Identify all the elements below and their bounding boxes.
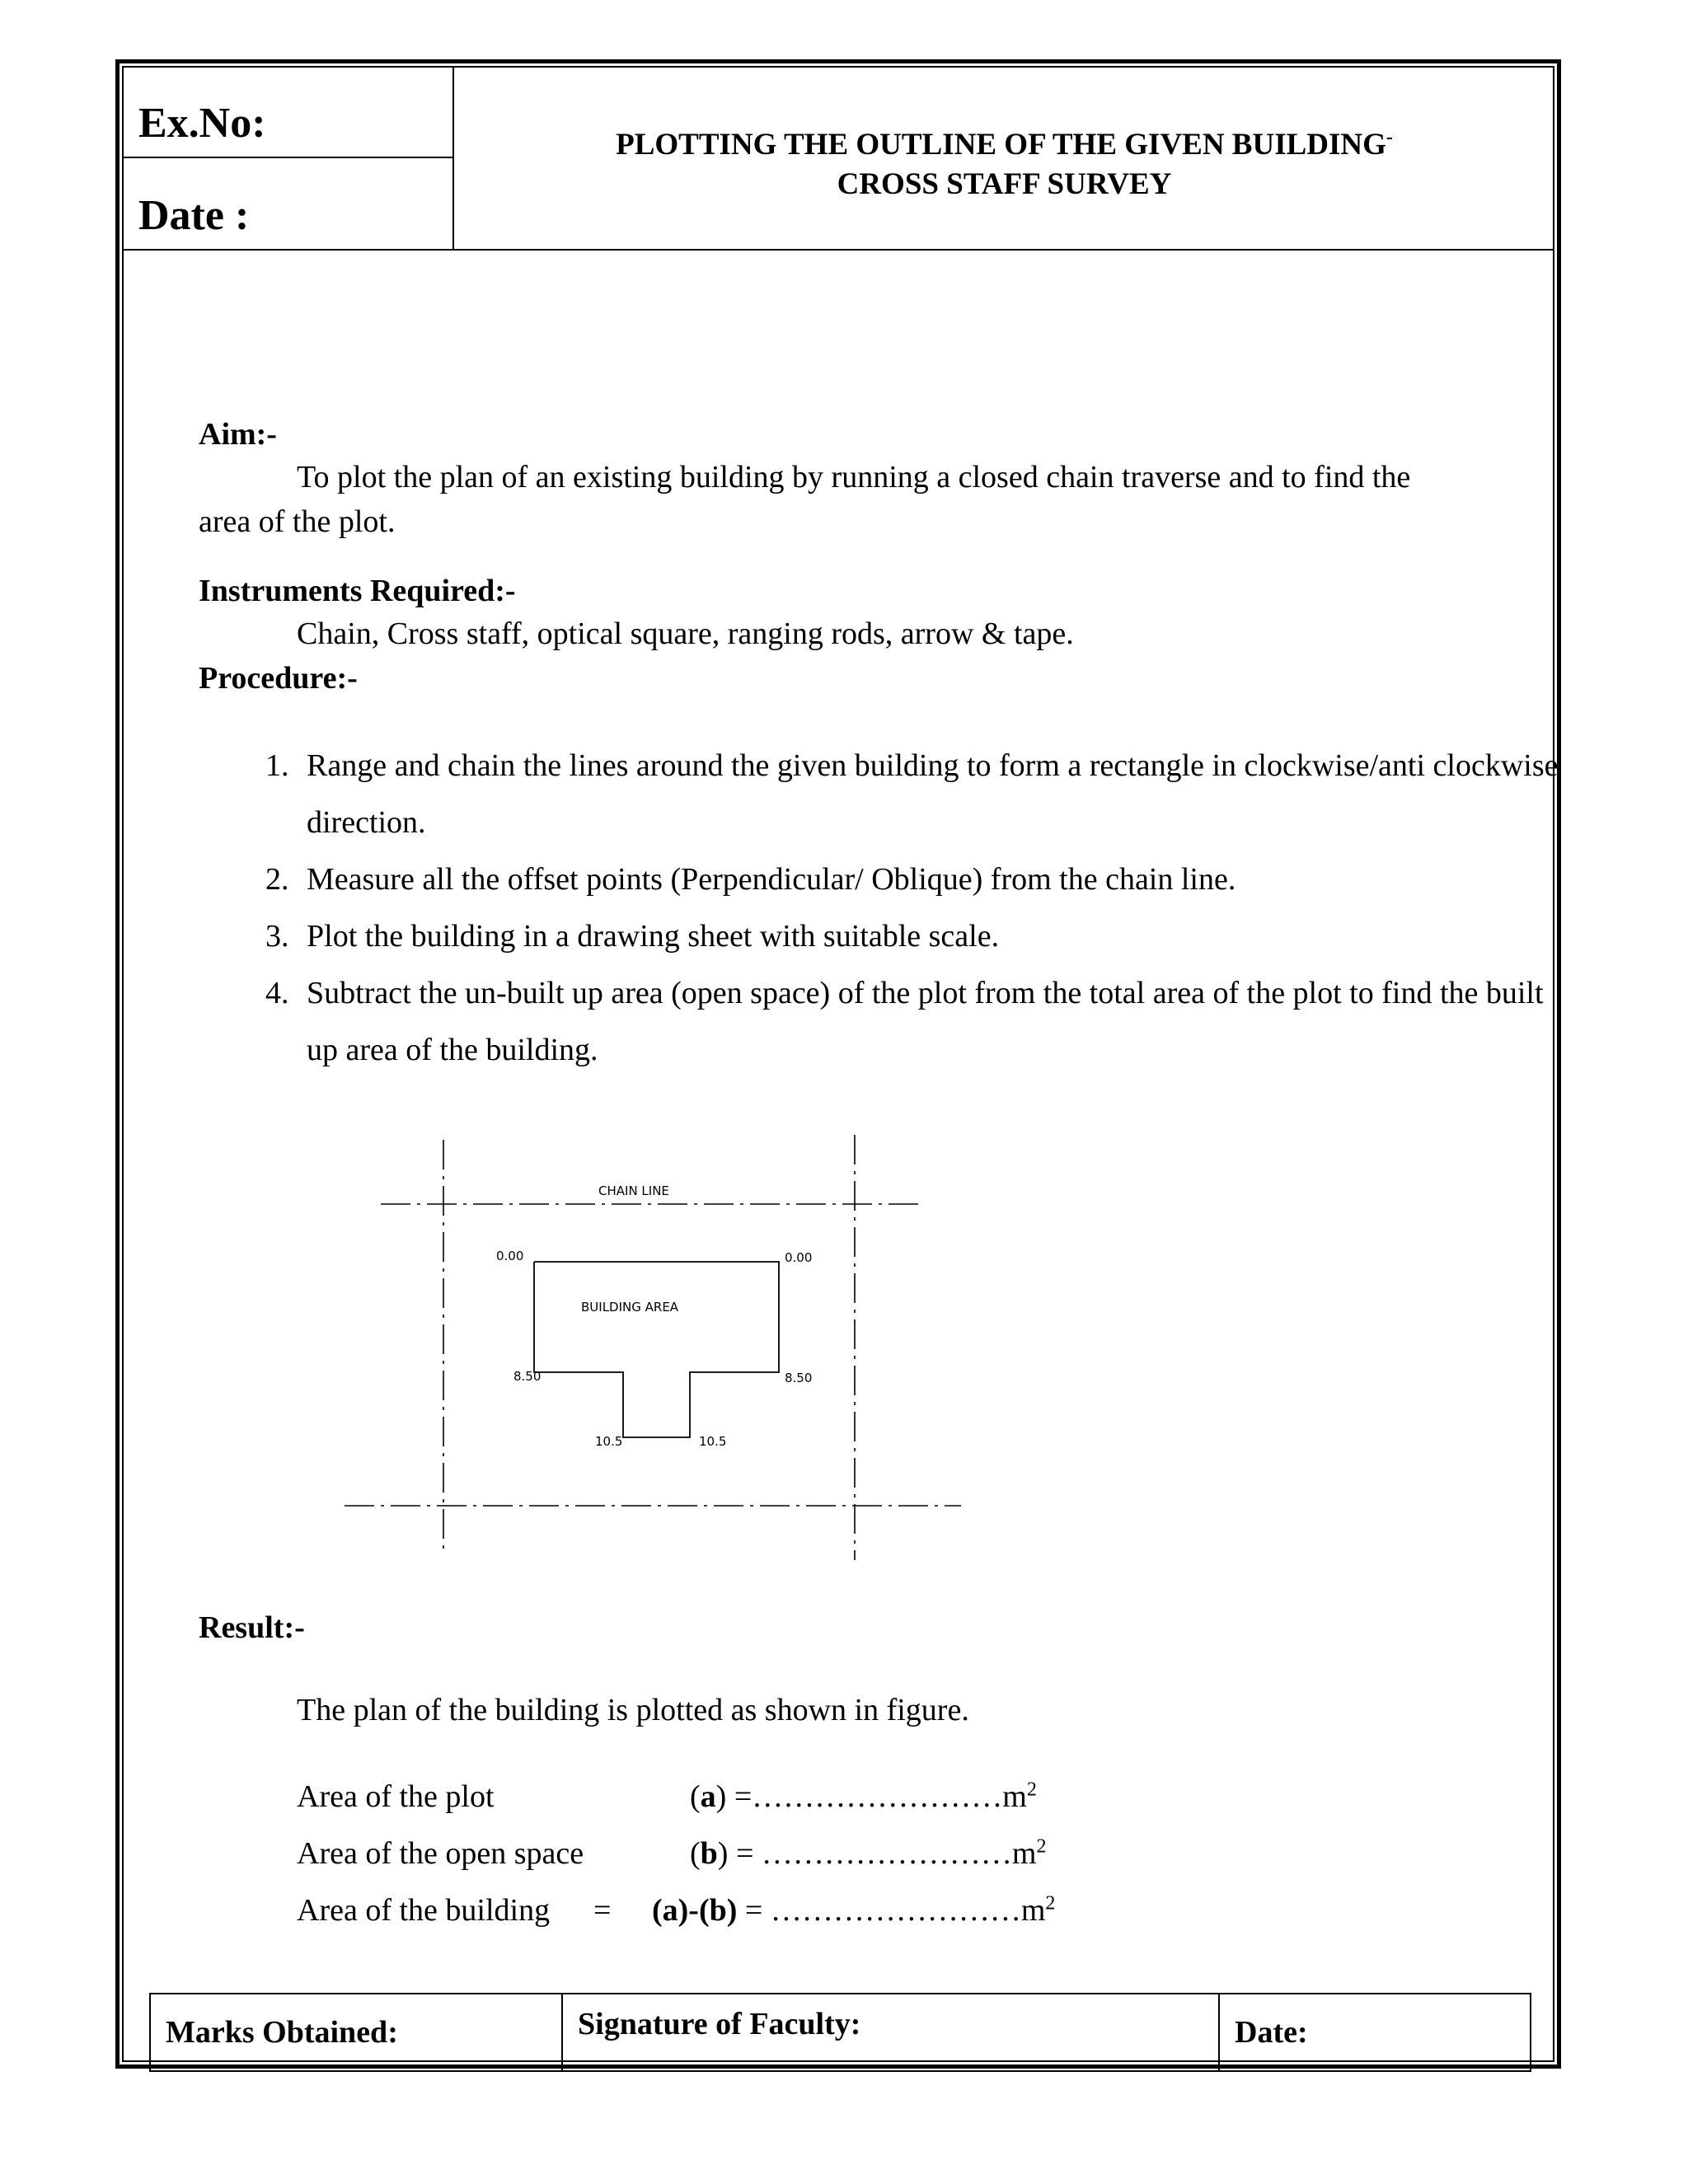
- offset-mid-left: 8.50: [513, 1369, 542, 1384]
- result-row-plot: [297, 1779, 495, 1815]
- signature-label: Signature of Faculty:: [578, 2007, 861, 2041]
- marks-obtained-cell: [151, 1994, 563, 2070]
- date-label: Date :: [138, 192, 250, 239]
- result-label: Area of the open space: [297, 1836, 584, 1871]
- offset-bottom-right: 10.5: [699, 1434, 727, 1449]
- procedure-step: 1. Range and chain the lines around the given building to form a rectangle in clockwise/anti clockwise direction.: [297, 738, 1566, 851]
- procedure-step: 3. Plot the building in a drawing sheet with suitable scale.: [297, 908, 1566, 965]
- building-area-label: BUILDING AREA: [581, 1300, 679, 1315]
- aim-heading: Aim:-: [199, 417, 277, 452]
- signature-cell: [563, 1994, 1220, 2070]
- chain-line-label: CHAIN LINE: [598, 1183, 669, 1198]
- footer-date-cell: [1220, 1994, 1530, 2070]
- unit-superscript: 2: [1036, 1835, 1047, 1858]
- page-subtitle: CROSS STAFF SURVEY: [837, 167, 1172, 201]
- offset-mid-right: 8.50: [785, 1371, 813, 1385]
- result-value-plot: $(a) =\dots\dots\dots\dots\dots\dots\dots\dots m^2$: [690, 1779, 1037, 1814]
- title-mark: -: [1386, 126, 1393, 148]
- result-var: a: [700, 1779, 716, 1814]
- result-eq-building: =: [593, 1893, 612, 1928]
- ex-no-label: Ex.No:: [138, 100, 266, 147]
- result-row-building: [297, 1892, 550, 1929]
- footer-date-label: Date:: [1235, 2015, 1308, 2050]
- offset-top-left: 0.00: [496, 1249, 524, 1263]
- unit-superscript: 2: [1045, 1892, 1056, 1915]
- instruments-heading: Instruments Required:-: [199, 574, 516, 608]
- page-title: [454, 127, 1554, 162]
- title-line-1: PLOTTING THE OUTLINE OF THE GIVEN BUILDING: [616, 128, 1386, 162]
- evaluation-table: [149, 1993, 1531, 2072]
- aim-text-line-2: area of the plot.: [199, 504, 396, 539]
- result-value-open-space: $(b) = \dots\dots\dots\dots\dots\dots\dots\dots m^2$: [690, 1835, 1047, 1871]
- procedure-step: 2. Measure all the offset points (Perpendicular/ Oblique) from the chain line.: [297, 851, 1566, 908]
- result-value-building: [652, 1892, 1055, 1929]
- result-heading: Result:-: [199, 1610, 305, 1645]
- result-value: = ……………………m: [737, 1893, 1046, 1928]
- result-label: Area of the building: [297, 1893, 551, 1928]
- offset-top-right: 0.00: [785, 1250, 813, 1265]
- result-label: Area of the plot: [297, 1779, 495, 1814]
- unit-superscript: 2: [1026, 1779, 1037, 1801]
- building-plan-figure: [330, 1125, 989, 1578]
- result-var: b: [700, 1836, 718, 1871]
- result-value: = ……………………m: [728, 1836, 1037, 1871]
- instruments-text: Chain, Cross staff, optical square, ranging rods, arrow & tape.: [297, 616, 1074, 651]
- result-statement: The plan of the building is plotted as shown in figure.: [297, 1693, 969, 1727]
- offset-bottom-left: 10.5: [595, 1434, 623, 1449]
- aim-text-line-1: To plot the plan of an existing building by running a closed chain traverse and to find the: [297, 460, 1411, 494]
- building-outline: [534, 1262, 779, 1437]
- result-var: (a)-(b): [652, 1893, 738, 1928]
- marks-obtained-label: Marks Obtained:: [166, 2015, 398, 2050]
- result-row-open-space: [297, 1835, 584, 1872]
- procedure-steps: [237, 738, 1566, 1079]
- header-divider: [122, 249, 1554, 251]
- procedure-heading: Procedure:-: [199, 661, 358, 696]
- procedure-step: 4. Subtract the un-built up area (open space) of the plot from the total area of the plot to find the built up area of the building.: [297, 965, 1566, 1079]
- result-value: =……………………m: [734, 1779, 1027, 1814]
- header-cell-divider: [122, 157, 452, 158]
